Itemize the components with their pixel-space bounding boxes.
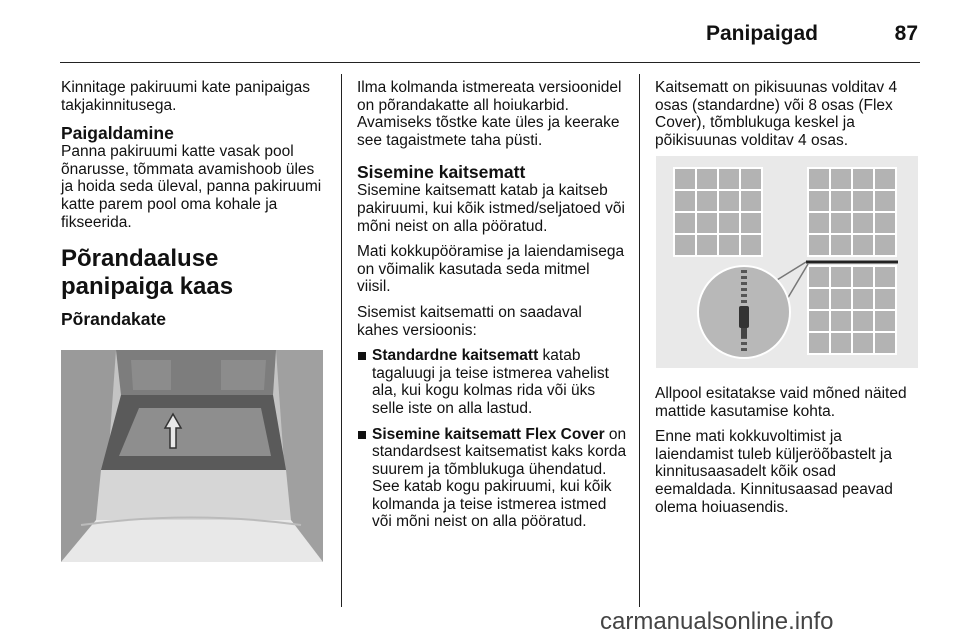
- section-heading: Põrandaaluse panipaiga kaas: [61, 245, 234, 301]
- bullet-item: [357, 426, 627, 532]
- col2-paragraph-1: Ilma kolmanda istmereata versioonidel on põrandakatte all hoiukarbid. Avamiseks tõstke kate üles ja keerake see tagaistmete taha püsti.: [357, 79, 622, 149]
- watermark-name: carmanualsonline: [600, 608, 789, 635]
- trunk-floor-cover-image: [61, 350, 323, 562]
- bullet-item: [357, 347, 627, 417]
- bullet-term: Standardne kaitsematt: [372, 347, 539, 365]
- protective-mat-illustration: [656, 156, 918, 368]
- intro-paragraph: Kinnitage pakiruumi kate panipaigas takjakinnitusega.: [61, 79, 311, 114]
- bullet-text: katab tagaluugi ja teise istmerea vahelist ala, kui kogu kolmas rida või üks selle iste on alla lastud.: [372, 347, 609, 417]
- bullet-marker: [358, 352, 366, 360]
- column-3-lower: [655, 385, 920, 524]
- page-number: 87: [894, 22, 918, 45]
- col3-paragraph-1: Kaitsematt on pikisuunas volditav 4 osas (standardne) või 8 osas (Flex Cover), tõmblukuga keskel ja põikisuunas volditav 4 osas.: [655, 79, 898, 149]
- install-heading: Paigaldamine: [61, 123, 174, 144]
- column-3: [655, 79, 920, 157]
- col2-paragraph-2: Sisemine kaitsematt katab ja kaitseb pakiruumi, kui kõik istmed/seljatoed või mõni neist on alla pööratud.: [357, 182, 625, 235]
- bullet-term: Sisemine kaitsematt Flex Cover: [372, 425, 605, 443]
- col3-paragraph-3: Enne mati kokkuvoltimist ja laiendamist tuleb küljeröõbastelt ja kinnitusaasadelt kõik osad eemaldada. Kinnitusaasad peavad olema hoiuasendis.: [655, 428, 893, 516]
- bullet-marker: [358, 431, 366, 439]
- watermark: [600, 608, 833, 636]
- cover-heading: Põrandakate: [61, 309, 167, 330]
- column-2: [357, 79, 627, 539]
- col2-paragraph-4: Sisemist kaitsematti on saadaval kahes versioonis:: [357, 303, 582, 339]
- header-rule: [60, 62, 920, 63]
- column-divider-2: [639, 74, 640, 607]
- column-divider-1: [341, 74, 342, 607]
- col2-paragraph-3: Mati kokkupööramise ja laiendamisega on võimalik kasutada seda mitmel viisil.: [357, 243, 625, 296]
- install-paragraph: Panna pakiruumi katte vasak pool õnarusse, tõmmata avamishoob üles ja hoida seda üleval, panna pakiruumi katte parem pool oma kohale ja fikseerida.: [61, 143, 322, 231]
- bullet-text: on standardsest kaitsematist kaks korda suurem ja tõmblukuga ühendatud. See katab kogu pakiruumi, kui kõik kolmanda ja teise istmerea istmed või mõni neist on alla pööratud.: [372, 425, 627, 531]
- col3-paragraph-2: Allpool esitatakse vaid mõned näited mattide kasutamise kohta.: [655, 385, 907, 420]
- inner-mat-heading: Sisemine kaitsematt: [357, 162, 526, 183]
- watermark-tld: .info: [788, 608, 834, 635]
- page-title: Panipaigad: [705, 22, 818, 45]
- column-1: [61, 79, 326, 329]
